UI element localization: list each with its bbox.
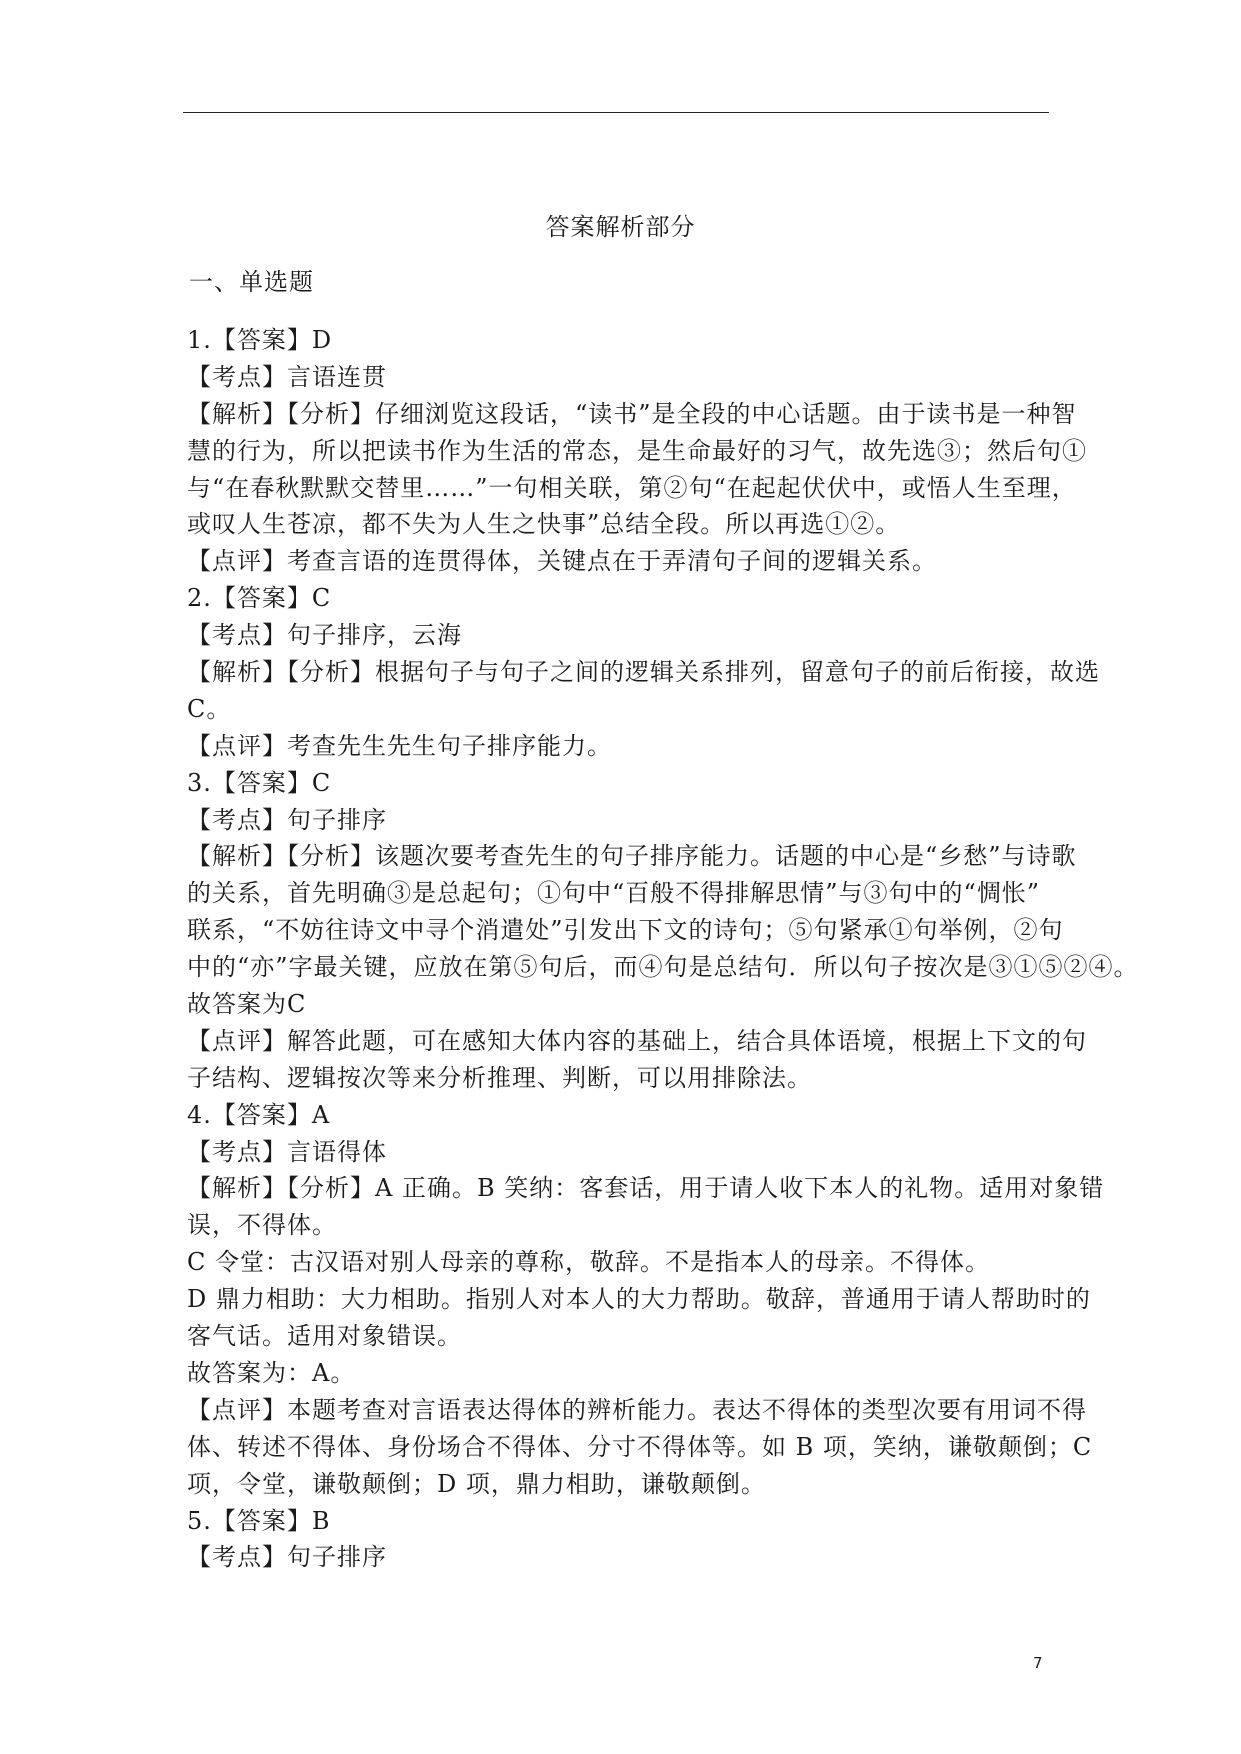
text-line: 5.【答案】B [187,1506,331,1535]
text-line: 联系，“不妨往诗文中寻个消遣处”引发出下文的诗句；⑤句紧承①句举例，②句 [187,916,1064,945]
text-line: 【解析】【分析】根据句子与句子之间的逻辑关系排列，留意句子的前后衔接，故选 [187,658,1100,687]
text-line: 慧的行为，所以把读书作为生活的常态，是生命最好的习气，故先选③；然后句① [187,436,1087,465]
text-line: 【点评】本题考查对言语表达得体的辨析能力。表达不得体的类型次要有用词不得 [187,1395,1087,1424]
text-line: 【考点】句子排序，云海 [187,621,462,650]
text-line: 【考点】句子排序 [187,805,387,834]
text-line: 中的“亦”字最关键，应放在第⑤句后，而④句是总结句．所以句子按次是③①⑤②④。 [187,953,1139,982]
page-title: 答案解析部分 [545,213,696,241]
text-line: 与“在春秋默默交替里……”一句相关联，第②句“在起起伏伏中，或悟人生至理， [187,473,1077,502]
text-line: D 鼎力相助：大力相助。指别人对本人的大力帮助。敬辞，普通用于请人帮助时的 [187,1285,1091,1314]
text-line: 故答案为C [187,990,307,1019]
text-line: 故答案为：A。 [187,1358,356,1387]
page-number: 7 [1033,1654,1043,1672]
text-line: 误，不得体。 [187,1211,337,1240]
text-line: 【解析】【分析】该题次要考查先生的句子排序能力。话题的中心是“乡愁”与诗歌 [187,842,1077,871]
text-line: 【考点】言语连贯 [187,362,387,391]
header-rule [183,112,1049,113]
text-line: 【考点】句子排序 [187,1543,387,1572]
text-line: 4.【答案】A [187,1100,331,1129]
text-line: 的关系，首先明确③是总起句；①句中“百般不得排解思情”与③句中的“惆怅” [187,879,1041,908]
text-line: 客气话。适用对象错误。 [187,1322,462,1351]
text-line: C 令堂：古汉语对别人母亲的尊称，敬辞。不是指本人的母亲。不得体。 [187,1248,990,1277]
text-line: C。 [187,694,232,723]
text-line: 【解析】【分析】A 正确。B 笑纳：客套话，用于请人收下本人的礼物。适用对象错 [187,1174,1105,1203]
section-heading: 一、单选题 [189,268,314,296]
text-line: 或叹人生苍凉，都不失为人生之快事”总结全段。所以再选①②。 [187,510,901,539]
text-line: 3.【答案】C [187,768,332,797]
text-line: 1.【答案】D [187,326,333,354]
text-line: 【点评】考查先生先生句子排序能力。 [187,731,612,760]
text-line: 项，令堂，谦敬颠倒；D 项，鼎力相助，谦敬颠倒。 [187,1469,766,1498]
answer-content [187,322,1139,1576]
text-line: 子结构、逻辑按次等来分析推理、判断，可以用排除法。 [187,1063,812,1092]
text-line: 【点评】考查言语的连贯得体，关键点在于弄清句子间的逻辑关系。 [187,547,937,576]
text-line: 2.【答案】C [187,584,332,613]
text-line: 【点评】解答此题，可在感知大体内容的基础上，结合具体语境，根据上下文的句 [187,1026,1087,1055]
text-line: 体、转述不得体、身份场合不得体、分寸不得体等。如 B 项，笑纳，谦敬颠倒；C [187,1432,1093,1461]
text-line: 【考点】言语得体 [187,1137,387,1166]
text-line: 【解析】【分析】仔细浏览这段话，“读书”是全段的中心话题。由于读书是一种智 [187,399,1077,428]
